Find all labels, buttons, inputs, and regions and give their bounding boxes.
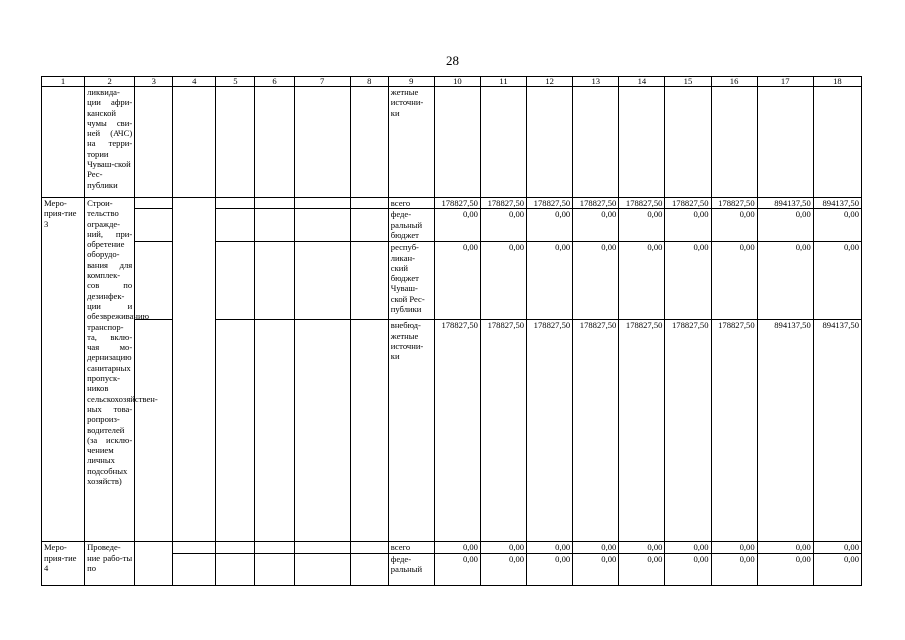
value-cell: 0,00 [434,542,480,553]
table-row [42,87,862,198]
funding-source: респуб-ликан-ский бюджет Чуваш-ской Рес-публики [388,242,434,320]
measure-name-continued: ликвида-ции афри-канской чумы сви-ней (АЧС) на терри-тории Чуваш-ской Рес-публики [85,87,135,198]
column-header: 12 [527,77,573,87]
value-cell: 178827,50 [665,320,711,542]
value-cell: 0,00 [573,209,619,242]
value-cell: 0,00 [573,242,619,320]
value-cell: 894137,50 [757,198,813,209]
funding-source: всего [388,542,434,553]
value-cell: 894137,50 [757,320,813,542]
value-cell: 0,00 [813,542,861,553]
value-cell: 0,00 [527,553,573,585]
value-cell: 0,00 [527,242,573,320]
funding-source: внебюд-жетные источни-ки [388,320,434,542]
measure-label: Меро-прия-тие 4 [42,542,85,585]
table-row [42,209,862,242]
column-header-row [42,77,862,87]
program-table [41,76,862,586]
column-header: 3 [135,77,173,87]
value-cell: 178827,50 [573,320,619,542]
column-header: 15 [665,77,711,87]
value-cell: 0,00 [711,242,757,320]
value-cell: 0,00 [480,242,526,320]
measure-name: Строи-тельство огражде-ний, при-обретение оборудо-вания для комплек-сов по дезинфек-ции и обезвреживанию транспор-та, вклю-чая мо-дернизацию санитарных пропуск-ников сельскохозяйствен-ных това-ропроиз-водителей (за исклю-чением личных подсобных хозяйств) [85,198,135,542]
value-cell: 178827,50 [480,198,526,209]
column-header: 1 [42,77,85,87]
value-cell: 178827,50 [527,198,573,209]
value-cell: 0,00 [813,242,861,320]
value-cell: 0,00 [434,242,480,320]
value-cell: 178827,50 [711,320,757,542]
value-cell: 178827,50 [619,320,665,542]
value-cell: 0,00 [757,209,813,242]
column-header: 10 [434,77,480,87]
column-header: 8 [350,77,388,87]
value-cell: 0,00 [619,553,665,585]
column-header: 2 [85,77,135,87]
value-cell: 0,00 [711,209,757,242]
measure-name: Проведе-ние рабо-ты по [85,542,135,585]
value-cell: 178827,50 [434,198,480,209]
value-cell: 0,00 [665,209,711,242]
value-cell: 178827,50 [434,320,480,542]
column-header: 13 [573,77,619,87]
column-header: 5 [216,77,255,87]
value-cell: 178827,50 [619,198,665,209]
value-cell: 0,00 [573,553,619,585]
measure-label: Меро-прия-тие 3 [42,198,85,542]
value-cell: 894137,50 [813,320,861,542]
value-cell: 0,00 [527,209,573,242]
value-cell: 178827,50 [527,320,573,542]
value-cell: 0,00 [711,542,757,553]
value-cell: 178827,50 [480,320,526,542]
table-row [42,198,862,209]
table-row [42,542,862,553]
value-cell: 0,00 [619,209,665,242]
value-cell: 0,00 [757,242,813,320]
column-header: 14 [619,77,665,87]
column-header: 16 [711,77,757,87]
funding-source: феде-ральный [388,553,434,585]
value-cell: 0,00 [480,553,526,585]
column-header: 9 [388,77,434,87]
value-cell: 0,00 [665,242,711,320]
table-row [42,242,862,320]
funding-source: всего [388,198,434,209]
value-cell: 0,00 [665,553,711,585]
table-row [42,320,862,542]
value-cell: 0,00 [813,209,861,242]
page-number: 28 [446,53,459,68]
value-cell: 0,00 [480,542,526,553]
column-header: 6 [255,77,294,87]
value-cell: 0,00 [434,553,480,585]
value-cell: 0,00 [480,209,526,242]
value-cell: 178827,50 [665,198,711,209]
column-header: 11 [480,77,526,87]
column-header: 4 [173,77,216,87]
value-cell: 894137,50 [813,198,861,209]
column-header: 7 [294,77,350,87]
value-cell: 0,00 [573,542,619,553]
value-cell: 0,00 [665,542,711,553]
value-cell: 0,00 [619,542,665,553]
column-header: 17 [757,77,813,87]
funding-source: жетные источни-ки [388,87,434,198]
value-cell: 0,00 [813,553,861,585]
value-cell: 0,00 [434,209,480,242]
value-cell: 178827,50 [711,198,757,209]
value-cell: 0,00 [711,553,757,585]
funding-source: феде-ральный бюджет [388,209,434,242]
value-cell: 178827,50 [573,198,619,209]
value-cell: 0,00 [527,542,573,553]
value-cell: 0,00 [619,242,665,320]
value-cell: 0,00 [757,542,813,553]
value-cell: 0,00 [757,553,813,585]
column-header: 18 [813,77,861,87]
